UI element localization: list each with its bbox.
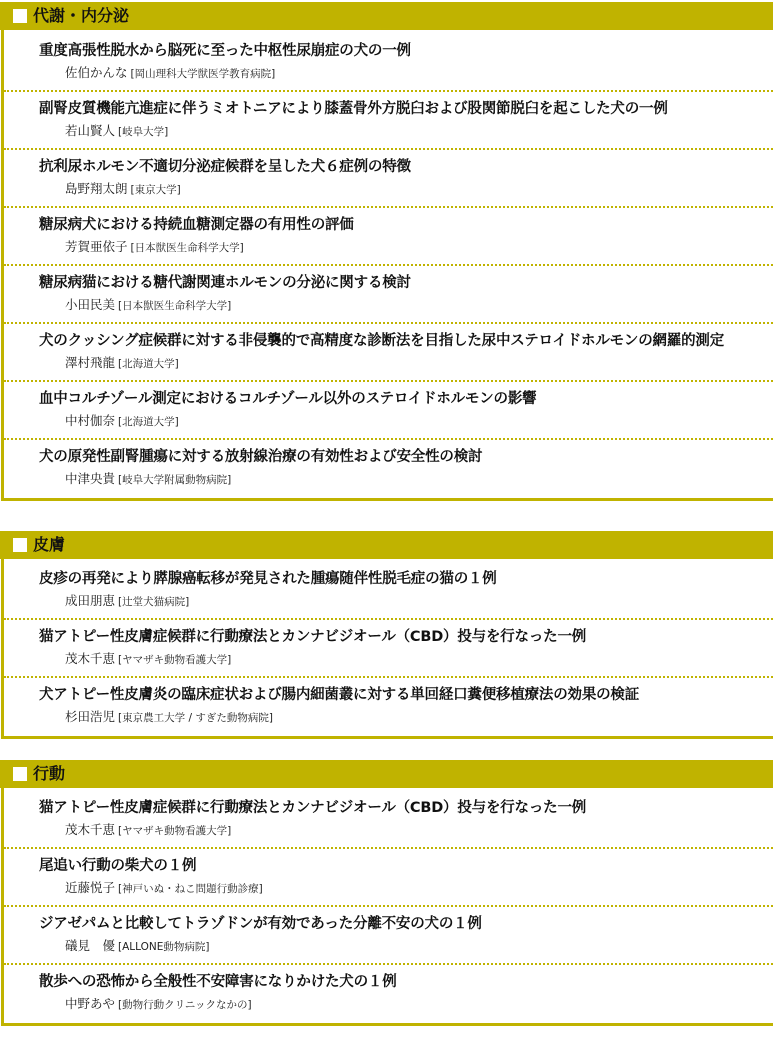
- list-item: [4, 678, 773, 736]
- section-metabolism: [0, 2, 773, 501]
- list-item: [4, 562, 773, 620]
- section-title: 皮膚: [33, 535, 66, 554]
- entry-title: 重度高張性脱水から脳死に至った中枢性尿崩症の犬の一例: [39, 43, 411, 59]
- entry-author: 中野あや [動物行動クリニックなかの]: [65, 996, 252, 1011]
- entry-title: 副腎皮質機能亢進症に伴うミオトニアにより膝蓋骨外方脱臼および股関節脱臼を起こした犬の一例: [39, 101, 668, 117]
- entry-author: 若山賢人 [岐阜大学]: [65, 123, 169, 138]
- entry-title: 抗利尿ホルモン不適切分泌症候群を呈した犬６症例の特徴: [39, 159, 411, 175]
- list-item: [4, 965, 773, 1023]
- entry-title: 血中コルチゾール測定におけるコルチゾール以外のステロイドホルモンの影響: [39, 391, 537, 407]
- entry-title: 尾追い行動の柴犬の１例: [39, 858, 197, 874]
- section-list: [1, 30, 773, 501]
- list-item: [4, 440, 773, 498]
- section-header: [0, 760, 773, 788]
- section-title: 代謝・内分泌: [33, 6, 130, 25]
- list-item: [4, 150, 773, 208]
- list-item: [4, 849, 773, 907]
- entry-author: 小田民美 [日本獣医生命科学大学]: [65, 297, 232, 312]
- entry-author: 中津央貴 [岐阜大学附属動物病院]: [65, 471, 232, 486]
- entry-title: 犬アトピー性皮膚炎の臨床症状および腸内細菌叢に対する単回経口糞便移植療法の効果の検証: [39, 687, 640, 703]
- square-bullet-icon: [13, 767, 27, 781]
- entry-title: 猫アトピー性皮膚症候群に行動療法とカンナビジオール（CBD）投与を行なった一例: [39, 800, 587, 816]
- entry-author: 近藤悦子 [神戸いぬ・ねこ問題行動診療]: [65, 880, 263, 895]
- list-item: [4, 907, 773, 965]
- list-item: [4, 324, 773, 382]
- list-item: [4, 266, 773, 324]
- entry-author: 茂木千恵 [ヤマザキ動物看護大学]: [65, 822, 232, 837]
- entry-title: 糖尿病猫における糖代謝関連ホルモンの分泌に関する検討: [39, 275, 411, 291]
- section-header: [0, 531, 773, 559]
- list-item: [4, 791, 773, 849]
- section-header: [0, 2, 773, 30]
- list-item: [4, 620, 773, 678]
- list-item: [4, 92, 773, 150]
- list-item: [4, 208, 773, 266]
- entry-author: 茂木千恵 [ヤマザキ動物看護大学]: [65, 651, 232, 666]
- section-skin: [0, 531, 773, 739]
- list-item: [4, 382, 773, 440]
- entry-author: 澤村飛龍 [北海道大学]: [65, 355, 179, 370]
- entry-author: 中村伽奈 [北海道大学]: [65, 413, 179, 428]
- entry-author: 杉田浩児 [東京農工大学 / すぎた動物病院]: [65, 709, 273, 724]
- entry-author: 芳賀亜依子 [日本獣医生命科学大学]: [65, 239, 244, 254]
- entry-title: 皮疹の再発により膵腺癌転移が発見された腫瘍随伴性脱毛症の猫の１例: [39, 571, 497, 587]
- section-list: [1, 559, 773, 739]
- square-bullet-icon: [13, 9, 27, 23]
- list-item: [4, 34, 773, 92]
- entry-author: 佐伯かんな [岡山理科大学獣医学教育病院]: [65, 65, 276, 80]
- entry-author: 成田朋恵 [辻堂犬猫病院]: [65, 593, 190, 608]
- entry-title: 糖尿病犬における持続血糖測定器の有用性の評価: [39, 217, 354, 233]
- entry-author: 島野翔太朗 [東京大学]: [65, 181, 181, 196]
- entry-title: 犬のクッシング症候群に対する非侵襲的で高精度な診断法を目指した尿中ステロイドホルモンの網羅的測定: [39, 333, 725, 349]
- section-list: [1, 788, 773, 1026]
- square-bullet-icon: [13, 538, 27, 552]
- section-behavior: [0, 760, 773, 1026]
- entry-title: 散歩への恐怖から全般性不安障害になりかけた犬の１例: [39, 974, 397, 990]
- section-title: 行動: [33, 764, 66, 783]
- entry-title: 猫アトピー性皮膚症候群に行動療法とカンナビジオール（CBD）投与を行なった一例: [39, 629, 587, 645]
- entry-title: 犬の原発性副腎腫瘍に対する放射線治療の有効性および安全性の検討: [39, 449, 483, 465]
- entry-author: 礒見 優 [ALLONE動物病院]: [65, 938, 210, 953]
- entry-title: ジアゼパムと比較してトラゾドンが有効であった分離不安の犬の１例: [39, 916, 482, 932]
